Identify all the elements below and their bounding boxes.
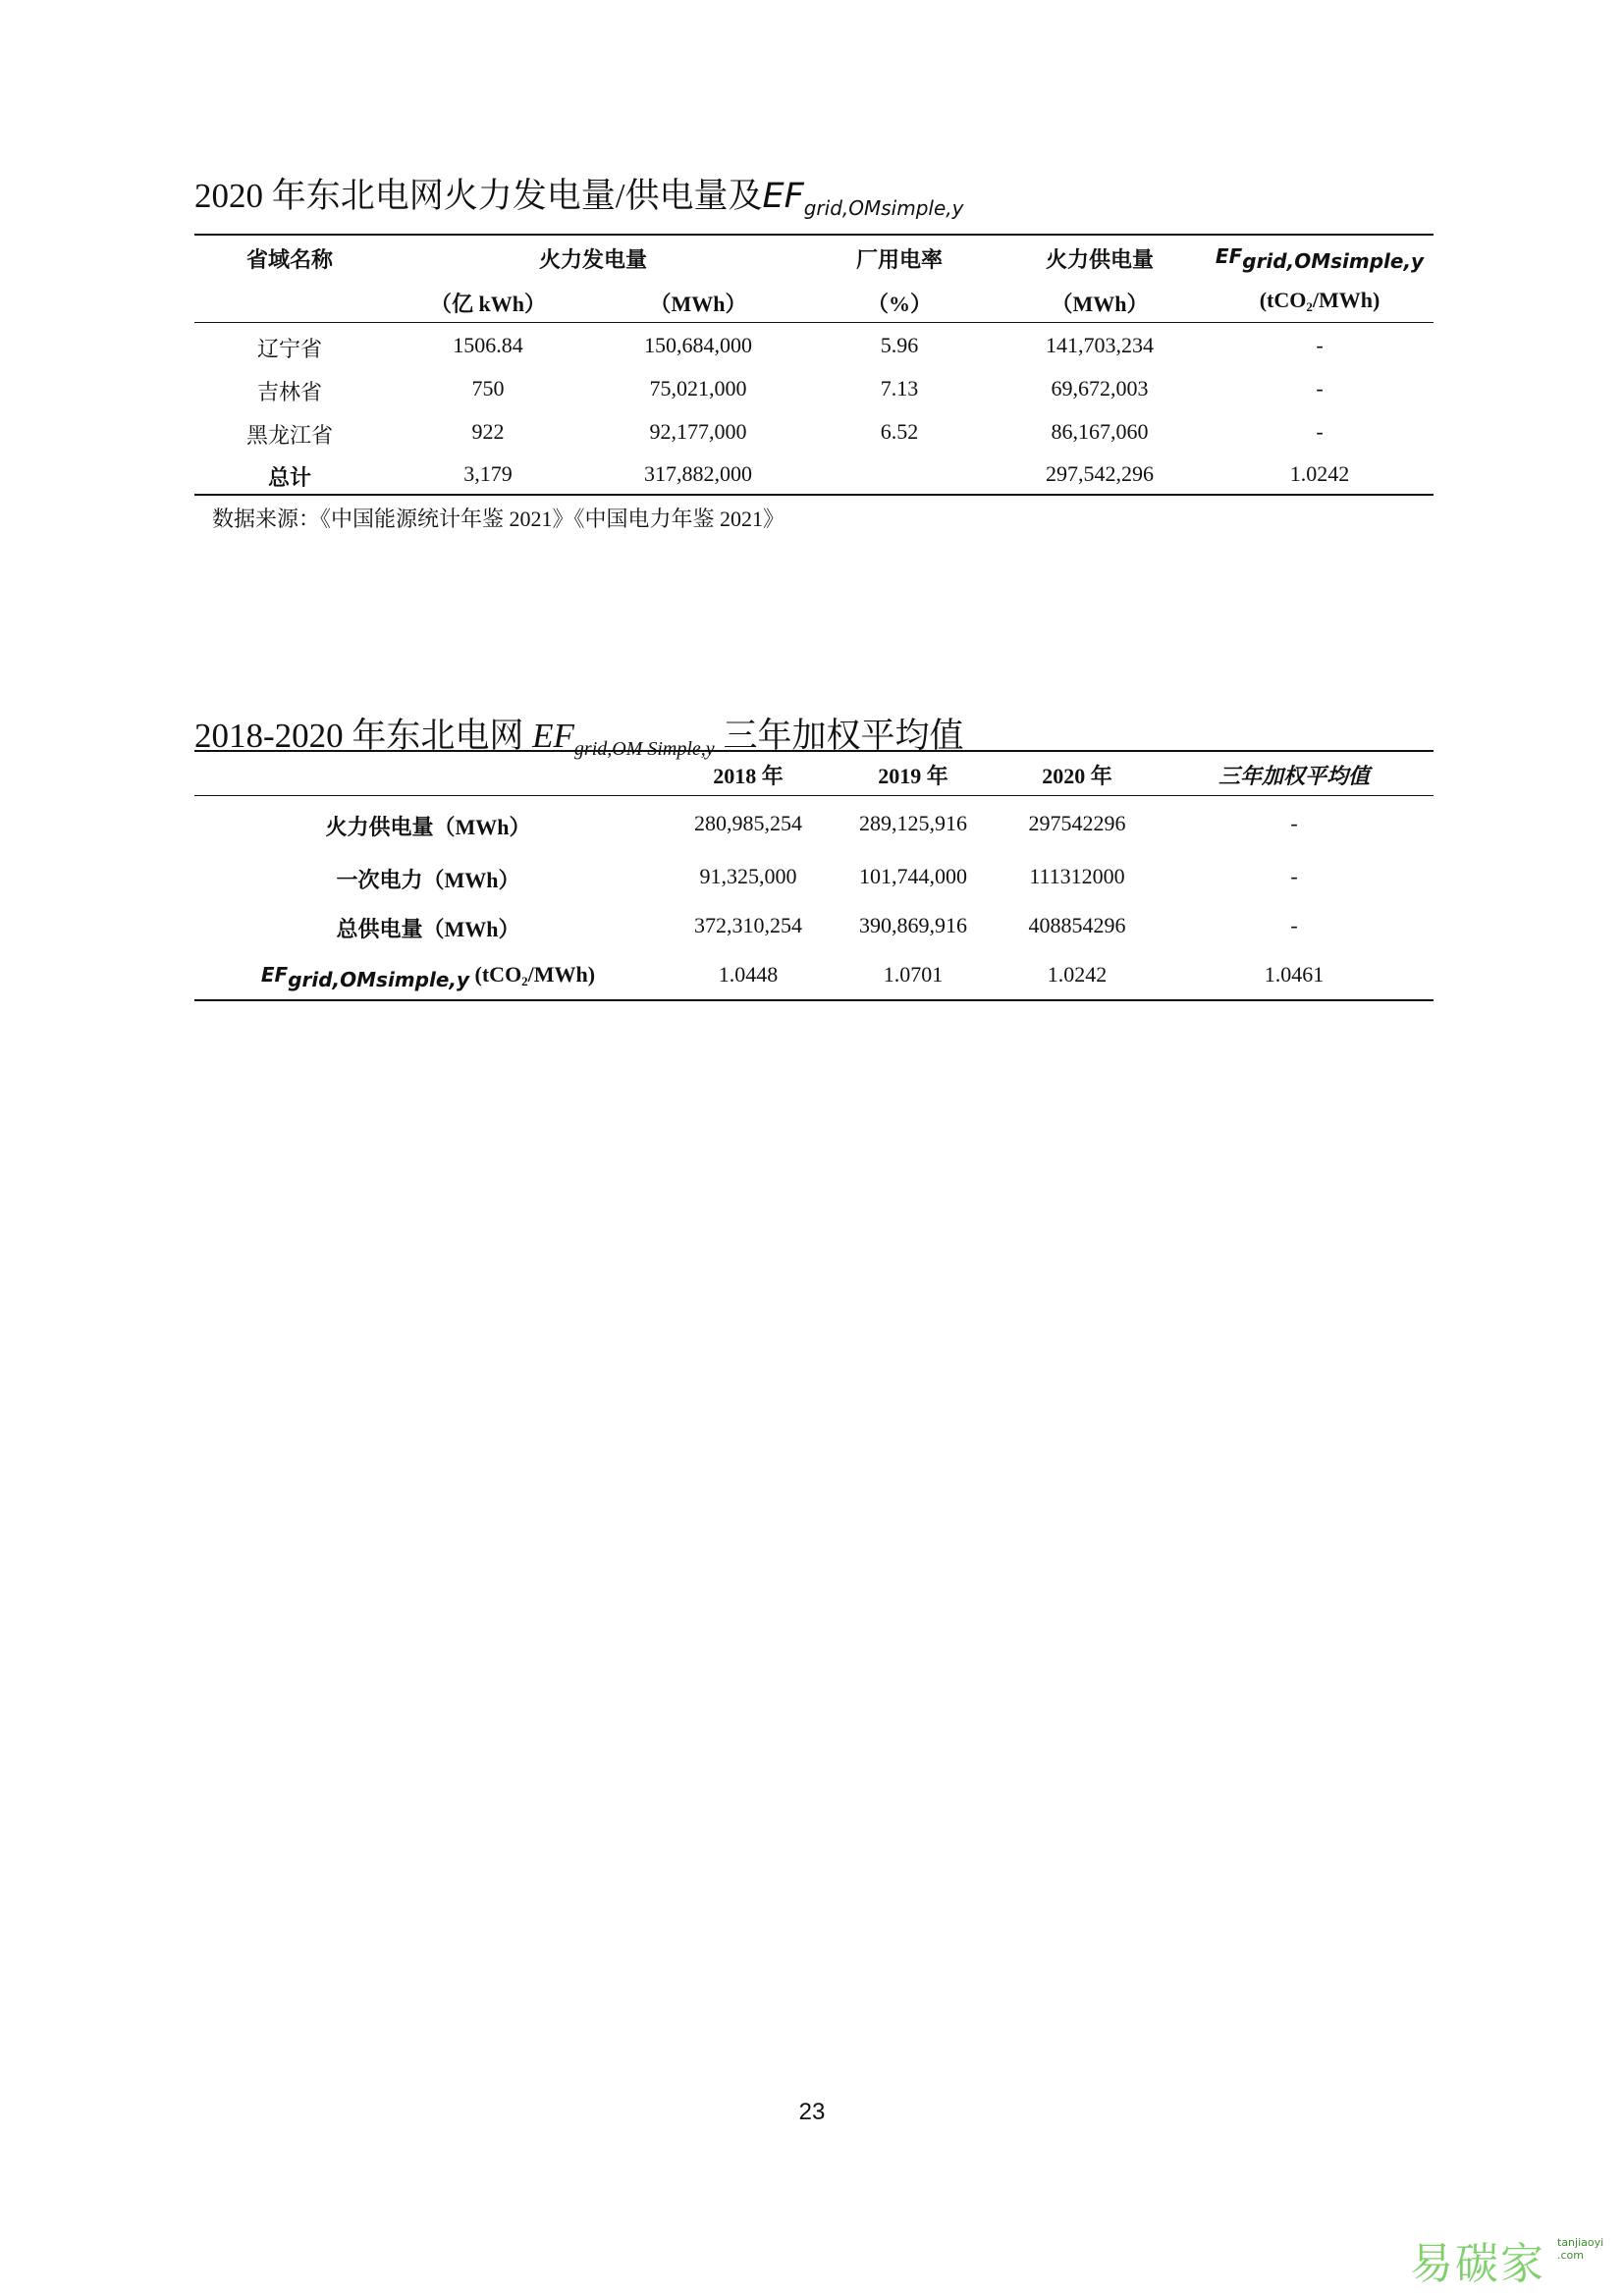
- table1-header-rule: [194, 322, 1434, 323]
- table-cell: 390,869,916: [859, 913, 967, 937]
- table-cell: 69,672,003: [1051, 376, 1149, 400]
- table1-top-rule: [194, 234, 1434, 236]
- table-cell: 7.13: [880, 376, 919, 400]
- table-cell: 111312000: [1029, 864, 1125, 888]
- table-cell: 92,177,000: [649, 419, 747, 444]
- total-gen-yi: 3,179: [463, 461, 513, 486]
- watermark-logo: [1410, 2228, 1606, 2287]
- data-source-note: 数据来源：《中国能源统计年鉴 2021》《中国电力年鉴 2021》: [212, 507, 785, 531]
- header-unit-yi-kwh: （亿 kWh）: [430, 292, 546, 316]
- table-cell: 150,684,000: [644, 333, 752, 357]
- ef-average: 1.0461: [1264, 962, 1325, 987]
- table-cell: 280,985,254: [694, 811, 802, 835]
- ef-2020: 1.0242: [1047, 962, 1108, 987]
- table-cell: 141,703,234: [1046, 333, 1154, 357]
- table-cell: 922: [471, 419, 505, 444]
- row-label-thermal-supply: 火力供电量（MWh）: [325, 815, 531, 839]
- ef-2019: 1.0701: [883, 962, 944, 987]
- table-cell: 1506.84: [453, 333, 523, 357]
- table-cell: 6.52: [880, 419, 919, 444]
- watermark-text: 易碳家: [1410, 2239, 1545, 2289]
- table-cell: 297542296: [1028, 811, 1126, 835]
- header-2019: 2019 年: [878, 764, 948, 788]
- header-unit-mwh: （MWh）: [649, 292, 747, 316]
- header-weighted-average: 三年加权平均值: [1218, 764, 1371, 788]
- table-cell: -: [1290, 811, 1298, 835]
- table1-bottom-rule: [194, 494, 1434, 496]
- row-label-total-supply: 总供电量（MWh）: [336, 917, 520, 941]
- total-ef: 1.0242: [1289, 461, 1350, 486]
- row-label-primary-power: 一次电力（MWh）: [336, 868, 520, 892]
- table-cell: -: [1316, 333, 1324, 357]
- header-province: 省域名称: [245, 247, 334, 272]
- header-ef: EFgrid,OMsimple,y: [1215, 244, 1425, 273]
- header-thermal-generation: 火力发电量: [538, 247, 648, 272]
- table-cell: -: [1316, 376, 1324, 400]
- header-unit-ef: (tCO2/MWh): [1259, 288, 1380, 314]
- table-cell: -: [1290, 913, 1298, 937]
- row-label-ef: EFgrid,OMsimple,y (tCO2/MWh): [260, 962, 596, 991]
- header-thermal-supply: 火力供电量: [1045, 247, 1155, 272]
- total-supply: 297,542,296: [1046, 461, 1154, 486]
- table-cell: 289,125,916: [859, 811, 967, 835]
- header-2020: 2020 年: [1042, 764, 1112, 788]
- table-cell: 75,021,000: [649, 376, 747, 400]
- table-cell: 372,310,254: [694, 913, 802, 937]
- table-cell: -: [1316, 419, 1324, 444]
- watermark-url: tanjiaoyi .com: [1557, 2236, 1604, 2262]
- table-cell: 91,325,000: [699, 864, 797, 888]
- table1-title: 2020 年东北电网火力发电量/供电量及$EF_{grid,OMsimple,y}$: [194, 177, 964, 220]
- table-cell: -: [1290, 864, 1298, 888]
- table-row-province: 吉林省: [256, 380, 323, 404]
- page-number: 23: [798, 2099, 826, 2125]
- table2-top-rule: [194, 750, 1434, 752]
- total-label: 总计: [267, 465, 312, 490]
- table-cell: 750: [471, 376, 505, 400]
- table-cell: 86,167,060: [1051, 419, 1149, 444]
- table-cell: 408854296: [1028, 913, 1126, 937]
- header-unit-percent: （%）: [866, 292, 933, 316]
- ef-2018: 1.0448: [718, 962, 779, 987]
- header-unit-supply-mwh: （MWh）: [1051, 292, 1149, 316]
- table2-bottom-rule: [194, 999, 1434, 1001]
- header-aux-rate: 厂用电率: [855, 247, 944, 272]
- total-gen-mwh: 317,882,000: [644, 461, 752, 486]
- header-2018: 2018 年: [713, 764, 784, 788]
- table2-title: 2018-2020 年东北电网 $EF_{grid,OM Simple,y}$ 三年加权平均值: [194, 717, 964, 760]
- table2-header-rule: [194, 795, 1434, 796]
- table-row-province: 黑龙江省: [245, 423, 334, 448]
- table-cell: 101,744,000: [859, 864, 967, 888]
- table-row-province: 辽宁省: [256, 337, 323, 361]
- table-cell: 5.96: [880, 333, 919, 357]
